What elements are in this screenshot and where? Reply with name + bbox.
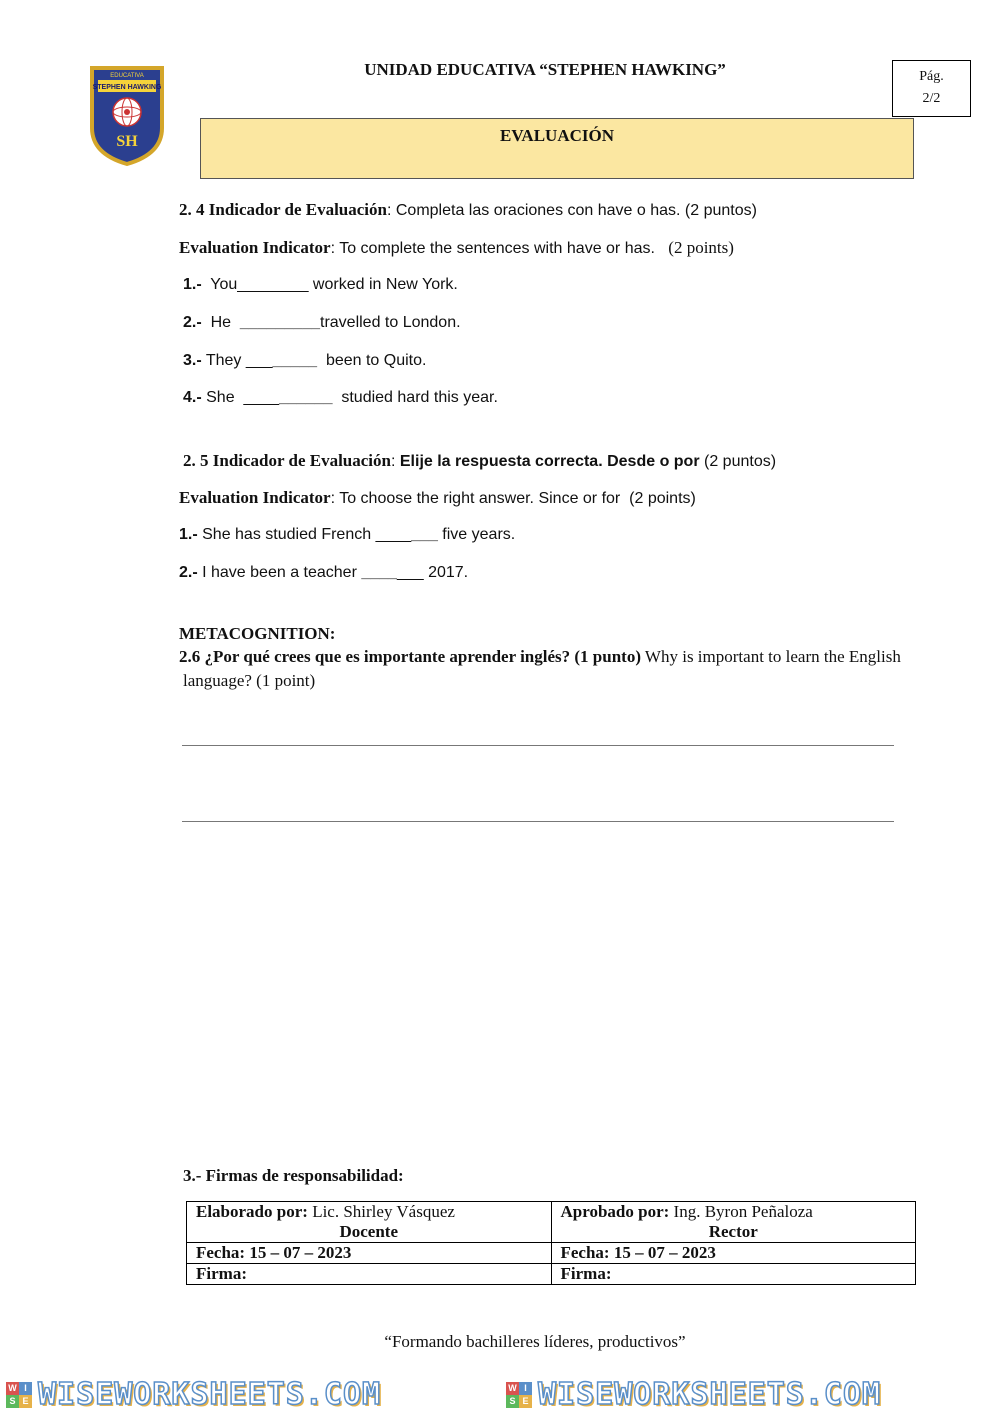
approved-by-role: Rector	[708, 1222, 758, 1241]
wiseworksheets-logo-icon: W I S E	[506, 1382, 532, 1408]
answer-line[interactable]	[182, 821, 894, 822]
question-text: travelled to London.	[320, 314, 461, 331]
answer-blank[interactable]: _______	[375, 526, 438, 543]
watermark-text: WISEWORKSHEETS.COM	[538, 1377, 882, 1412]
answer-line[interactable]	[182, 745, 894, 746]
question-text: They	[201, 352, 246, 369]
page-number: 2/2	[922, 91, 941, 106]
question-text: I have been a teacher	[197, 564, 362, 581]
made-by-label: Elaborado por:	[196, 1202, 308, 1221]
signatures-table	[186, 1201, 916, 1285]
answer-blank[interactable]: __________	[243, 389, 333, 406]
indicator-2-5-en	[179, 488, 696, 508]
question-text: She	[201, 389, 244, 406]
approved-by-cell	[551, 1202, 916, 1243]
indicator-label: 2. 5 Indicador de Evaluación	[183, 451, 391, 470]
question-es: 2.6 ¿Por qué crees que es importante aprender inglés? (1 punto)	[179, 647, 641, 666]
question-text: five years.	[437, 526, 516, 543]
indicator-text: : To complete the sentences with have or has.	[330, 240, 669, 257]
indicator-label: Evaluation Indicator	[179, 488, 331, 507]
question-text: studied hard this year.	[332, 389, 498, 406]
watermark-text: WISEWORKSHEETS.COM	[38, 1377, 382, 1412]
logo-top-text: EDUCATIVA	[110, 73, 144, 79]
date-right: Fecha: 15 – 07 – 2023	[551, 1243, 916, 1264]
metacognition-question-cont: language? (1 point)	[183, 671, 316, 690]
logo-name-text: STEPHEN HAWKING	[92, 84, 162, 91]
question-text: been to Quito.	[317, 352, 427, 369]
made-by-role: Docente	[339, 1222, 399, 1241]
page-number-box	[892, 60, 971, 117]
metacognition-title: METACOGNITION:	[179, 624, 336, 643]
indicator-text: : Completa las oraciones con have o has. (2 puntos)	[386, 202, 757, 219]
watermark-unit	[0, 1377, 500, 1412]
question-number: 3.-	[183, 352, 202, 369]
signature-right[interactable]: Firma:	[551, 1264, 916, 1285]
made-by-name: Lic. Shirley Vásquez	[307, 1202, 455, 1221]
wiseworksheets-logo-icon: W I S E	[6, 1382, 32, 1408]
indicator-label: 2. 4 Indicador de Evaluación	[179, 200, 387, 219]
question-number: 1.-	[183, 276, 202, 293]
indicator-2-5-es: 2. 5 Indicador de Evaluación: Elije la respuesta correcta. Desde o por (2 puntos)	[183, 451, 777, 470]
indicator-points: (2 points)	[668, 238, 734, 257]
made-by-cell	[187, 1202, 552, 1243]
question-item	[179, 526, 515, 544]
school-logo	[86, 58, 168, 166]
question-number: 1.-	[179, 526, 198, 543]
watermark-unit	[500, 1377, 1000, 1412]
page-label: Pág.	[919, 69, 944, 84]
question-item	[183, 352, 426, 370]
answer-blank[interactable]: ________	[237, 276, 309, 293]
question-text: She has studied French	[197, 526, 376, 543]
question-item	[183, 314, 461, 332]
signatures-title: 3.- Firmas de responsabilidad:	[183, 1166, 404, 1185]
indicator-instruction: Elije la respuesta correcta. Desde o por	[399, 453, 700, 470]
question-text: He	[201, 314, 240, 331]
indicator-2-4-en	[179, 238, 734, 258]
question-number: 4.-	[183, 389, 202, 406]
question-text: 2017.	[423, 564, 469, 581]
question-number: 2.-	[183, 314, 202, 331]
school-motto: “Formando bachilleres líderes, productivos”	[384, 1332, 686, 1351]
question-text: You	[201, 276, 238, 293]
question-number: 2.-	[179, 564, 198, 581]
date-left: Fecha: 15 – 07 – 2023	[187, 1243, 552, 1264]
answer-blank[interactable]: _______	[361, 564, 424, 581]
question-text: worked in New York.	[308, 276, 458, 293]
metacognition-question	[179, 647, 979, 667]
question-item	[179, 564, 468, 582]
indicator-2-4-es	[179, 200, 757, 220]
question-en: Why is important to learn the English	[640, 647, 901, 666]
approved-by-label: Aprobado por:	[560, 1202, 670, 1221]
indicator-points: (2 puntos)	[699, 453, 777, 470]
question-item	[183, 276, 458, 294]
indicator-text: : To choose the right answer. Since or for (2 points)	[330, 490, 696, 507]
logo-initials: SH	[116, 133, 138, 150]
signature-left[interactable]: Firma:	[187, 1264, 552, 1285]
watermark-banner	[0, 1376, 1000, 1413]
indicator-label: Evaluation Indicator	[179, 238, 331, 257]
section-title: EVALUACIÓN	[500, 126, 614, 145]
section-title-banner	[200, 118, 914, 179]
answer-blank[interactable]: _________	[239, 314, 320, 331]
school-name: UNIDAD EDUCATIVA “STEPHEN HAWKING”	[364, 60, 726, 79]
answer-blank[interactable]: ________	[245, 352, 318, 369]
question-item	[183, 389, 498, 407]
approved-by-name: Ing. Byron Peñaloza	[669, 1202, 813, 1221]
